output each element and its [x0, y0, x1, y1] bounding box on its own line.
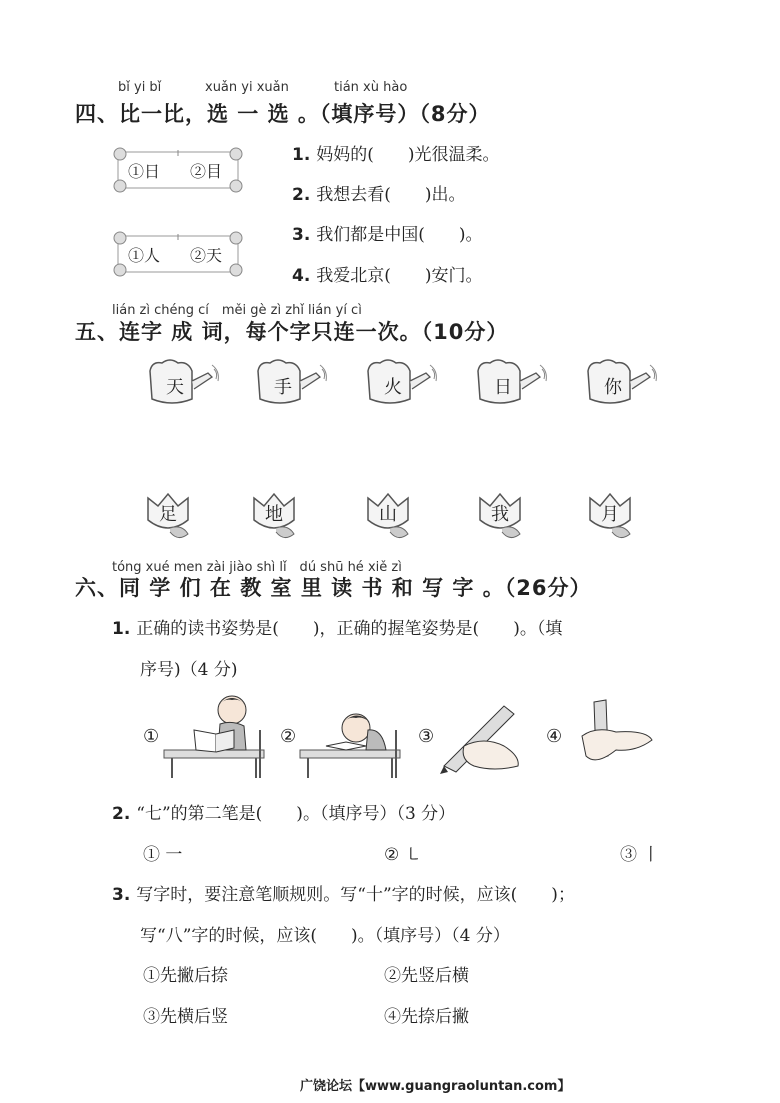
- q2-option-3: ③ 丨: [620, 845, 660, 865]
- flower-1[interactable]: [142, 488, 198, 548]
- card1-option-2: ②目: [190, 162, 223, 181]
- can-char-3: 火: [384, 377, 402, 398]
- picture-label-4: ④: [546, 726, 563, 747]
- flower-char-4: 我: [491, 504, 509, 525]
- question-number: 3.: [112, 885, 131, 905]
- watering-can-4[interactable]: [470, 353, 550, 413]
- section4-pinyin-2: xuǎn yi xuǎn: [205, 80, 289, 95]
- flower-5[interactable]: [584, 488, 640, 548]
- section6-question-1-line2: 序号)（4 分): [140, 660, 238, 680]
- card2-option-2: ②天: [190, 246, 223, 265]
- question-number: 4.: [292, 266, 311, 286]
- section4-title: 四、比一比，选 一 选 。（填序号）（8分）: [75, 102, 491, 126]
- question-number: 2.: [292, 185, 311, 205]
- section4-question-1: [292, 140, 500, 165]
- watering-can-2[interactable]: [250, 353, 330, 413]
- section4-pinyin-1: bǐ yi bǐ: [118, 80, 162, 95]
- section6-question-1: [112, 614, 562, 639]
- section4-pinyin-3: tián xù hào: [334, 80, 408, 95]
- question-text: 写字时，要注意笔顺规则。写“十”字的时候，应该( )；: [136, 885, 575, 905]
- reading-posture-slouch-illustration: [296, 690, 406, 780]
- q2-option-1: ① 一: [143, 845, 183, 865]
- question-text: 妈妈的( )光很温柔。: [316, 145, 500, 165]
- card1-option-1: ①日: [128, 162, 161, 181]
- question-number: 1.: [112, 619, 131, 639]
- section6-question-2: [112, 799, 455, 824]
- question-text: 我们都是中国( )。: [316, 225, 483, 245]
- question-number: 2.: [112, 804, 131, 824]
- section6-question-3-line2: 写“八”字的时候，应该( )。（填序号）（4 分）: [140, 926, 510, 946]
- q2-option-2: ② ㇄: [384, 845, 422, 865]
- flower-4[interactable]: [474, 488, 530, 548]
- option-card-2: [112, 230, 244, 278]
- q3-option-1: ①先撇后捺: [143, 966, 228, 986]
- section6-title: 六、同 学 们 在 教 室 里 读 书 和 写 字 。（26分）: [75, 576, 592, 600]
- section6-question-3: [112, 880, 575, 905]
- can-char-4: 日: [494, 377, 512, 398]
- can-char-2: 手: [274, 377, 292, 398]
- question-number: 3.: [292, 225, 311, 245]
- reading-posture-correct-illustration: [160, 690, 270, 780]
- flower-2[interactable]: [248, 488, 304, 548]
- section4-question-4: [292, 261, 483, 286]
- watering-can-5[interactable]: [580, 353, 660, 413]
- section4-question-2: [292, 180, 466, 205]
- pen-grip-1-illustration: [434, 696, 524, 776]
- section5-title: 五、连字 成 词，每个字只连一次。（10分）: [75, 320, 509, 344]
- q3-option-4: ④先捺后撇: [384, 1007, 469, 1027]
- question-text: 我想去看( )出。: [316, 185, 466, 205]
- picture-label-2: ②: [280, 726, 297, 747]
- pen-grip-2-illustration: [576, 696, 656, 776]
- picture-label-1: ①: [143, 726, 160, 747]
- question-text: 正确的读书姿势是( )，正确的握笔姿势是( )。（填: [136, 619, 563, 639]
- picture-label-3: ③: [418, 726, 435, 747]
- question-number: 1.: [292, 145, 311, 165]
- section4-question-3: [292, 220, 483, 245]
- flower-char-1: 足: [159, 504, 177, 525]
- q3-option-2: ②先竖后横: [384, 966, 469, 986]
- flower-char-3: 山: [379, 504, 397, 525]
- card2-option-1: ①人: [128, 246, 161, 265]
- flower-char-2: 地: [265, 504, 283, 525]
- section5-pinyin: lián zì chéng cí měi gè zì zhǐ lián yí cì: [112, 303, 362, 318]
- can-char-1: 天: [166, 377, 184, 398]
- flower-3[interactable]: [362, 488, 418, 548]
- section6-pinyin: tóng xué men zài jiào shì lǐ dú shū hé xiě zì: [112, 560, 402, 575]
- question-text: 我爱北京( )安门。: [316, 266, 483, 286]
- footer-watermark: 广饶论坛【www.guangraoluntan.com】: [300, 1079, 571, 1094]
- watering-can-3[interactable]: [360, 353, 440, 413]
- flower-char-5: 月: [601, 504, 619, 525]
- watering-can-1[interactable]: [142, 353, 222, 413]
- q3-option-3: ③先横后竖: [143, 1007, 228, 1027]
- option-card-1: [112, 146, 244, 194]
- can-char-5: 你: [604, 377, 622, 398]
- question-text: “七”的第二笔是( )。（填序号）（3 分）: [136, 804, 456, 824]
